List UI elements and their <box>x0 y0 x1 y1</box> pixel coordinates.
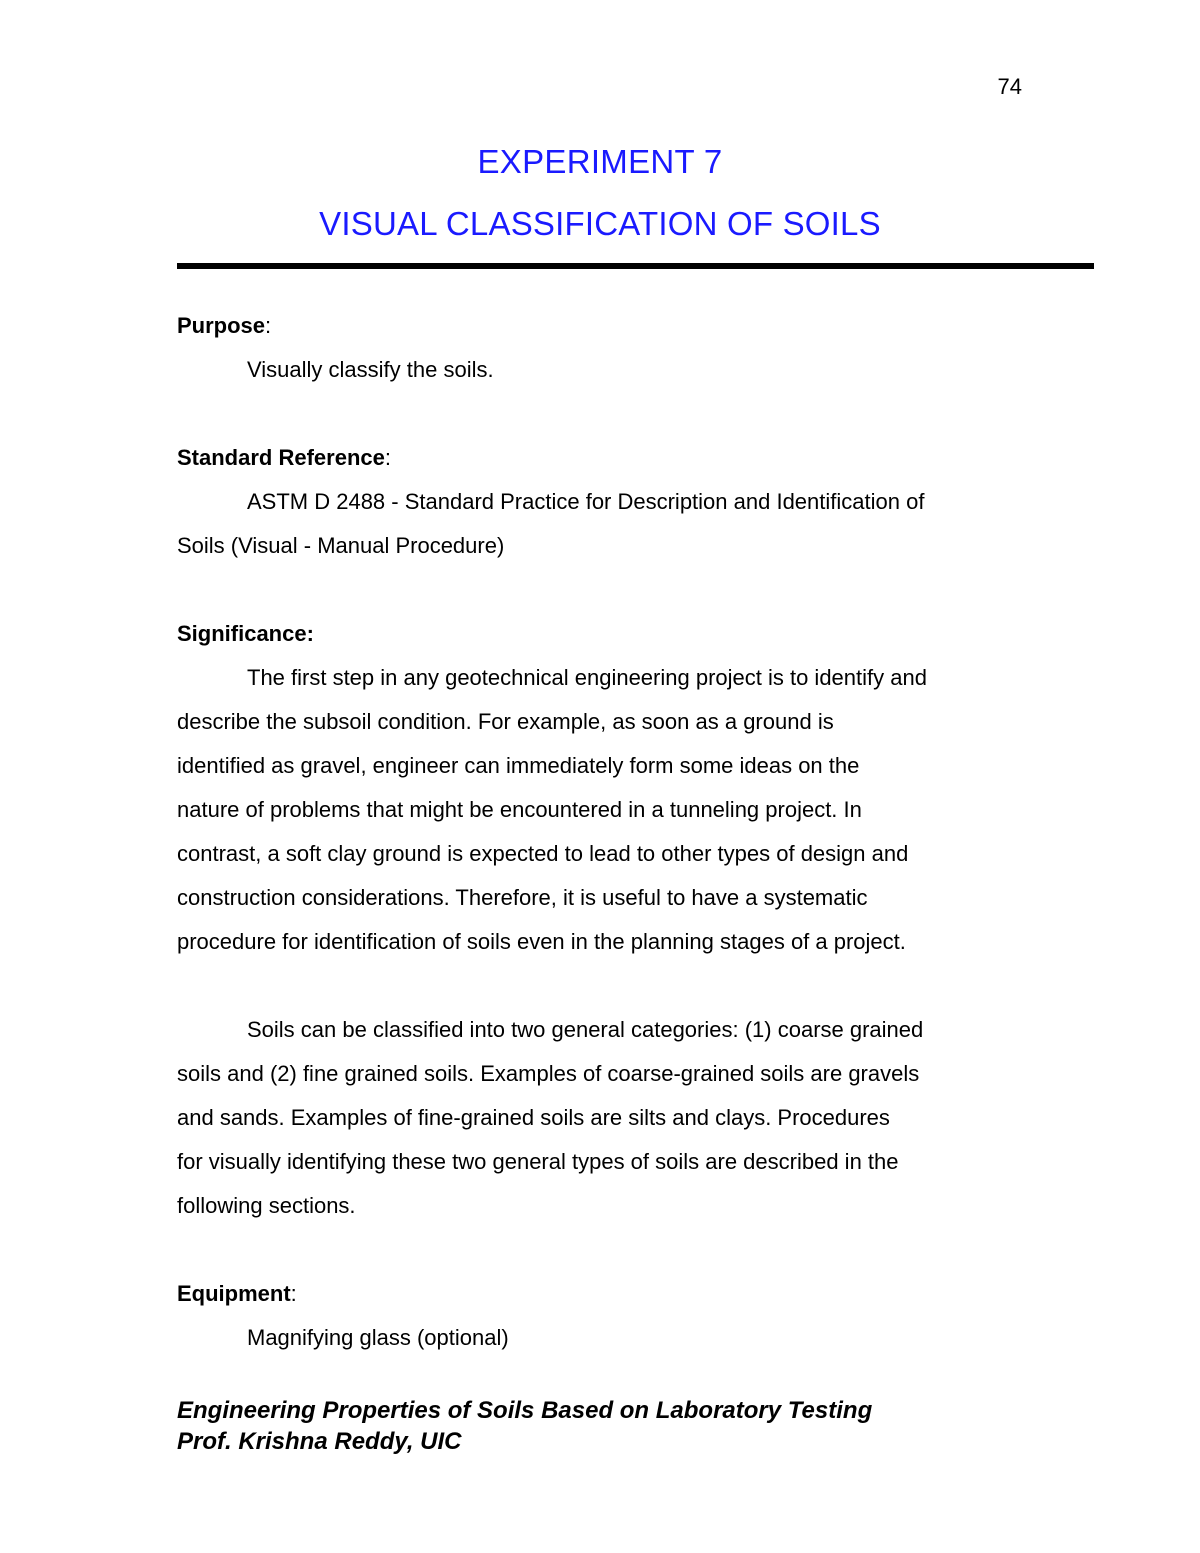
significance-heading: Significance: <box>177 621 314 646</box>
spacer <box>177 392 1027 436</box>
footer-book-title: Engineering Properties of Soils Based on Laboratory Testing <box>177 1397 873 1424</box>
classification-line: following sections. <box>177 1193 356 1218</box>
significance-line: The first step in any geotechnical engineering project is to identify and <box>247 665 927 690</box>
footer-author: Prof. Krishna Reddy, UIC <box>177 1428 462 1455</box>
significance-line: procedure for identification of soils even in the planning stages of a project. <box>177 929 906 954</box>
equipment-heading: Equipment <box>177 1281 291 1306</box>
classification-line: Soils can be classified into two general categories: (1) coarse grained <box>247 1017 924 1042</box>
equipment-heading-line <box>177 1272 1027 1316</box>
spacer <box>177 568 1027 612</box>
footer <box>177 1395 872 1457</box>
purpose-heading-line <box>177 304 1027 348</box>
significance-line: describe the subsoil condition. For example, as soon as a ground is <box>177 709 834 734</box>
significance-line: construction considerations. Therefore, it is useful to have a systematic <box>177 885 868 910</box>
equipment-colon: : <box>290 1281 297 1306</box>
standard-reference-line-2: Soils (Visual - Manual Procedure) <box>177 533 505 558</box>
significance-line: identified as gravel, engineer can immediately form some ideas on the <box>177 753 860 778</box>
purpose-colon: : <box>265 313 272 338</box>
classification-line: and sands. Examples of fine-grained soils are silts and clays. Procedures <box>177 1105 890 1130</box>
purpose-heading: Purpose <box>177 313 266 338</box>
experiment-title: EXPERIMENT 7 <box>477 143 723 180</box>
significance-line: nature of problems that might be encountered in a tunneling project. In <box>177 797 862 822</box>
standard-reference-heading: Standard Reference <box>177 445 385 470</box>
classification-line: soils and (2) fine grained soils. Examples of coarse-grained soils are gravels <box>177 1061 920 1086</box>
standard-reference-heading-line <box>177 436 1027 480</box>
experiment-subtitle: VISUAL CLASSIFICATION OF SOILS <box>319 205 881 242</box>
standard-reference-colon: : <box>384 445 391 470</box>
classification-line: for visually identifying these two general types of soils are described in the <box>177 1149 899 1174</box>
page-number: 74 <box>997 74 1022 99</box>
significance-line: contrast, a soft clay ground is expected to lead to other types of design and <box>177 841 909 866</box>
document-body <box>177 304 1027 1360</box>
standard-reference-line-1: ASTM D 2488 - Standard Practice for Description and Identification of <box>247 489 925 514</box>
spacer <box>177 964 1027 1008</box>
equipment-text: Magnifying glass (optional) <box>247 1325 509 1350</box>
purpose-text: Visually classify the soils. <box>247 357 494 382</box>
title-block <box>0 140 1200 246</box>
title-divider <box>177 263 1094 269</box>
spacer <box>177 1228 1027 1272</box>
